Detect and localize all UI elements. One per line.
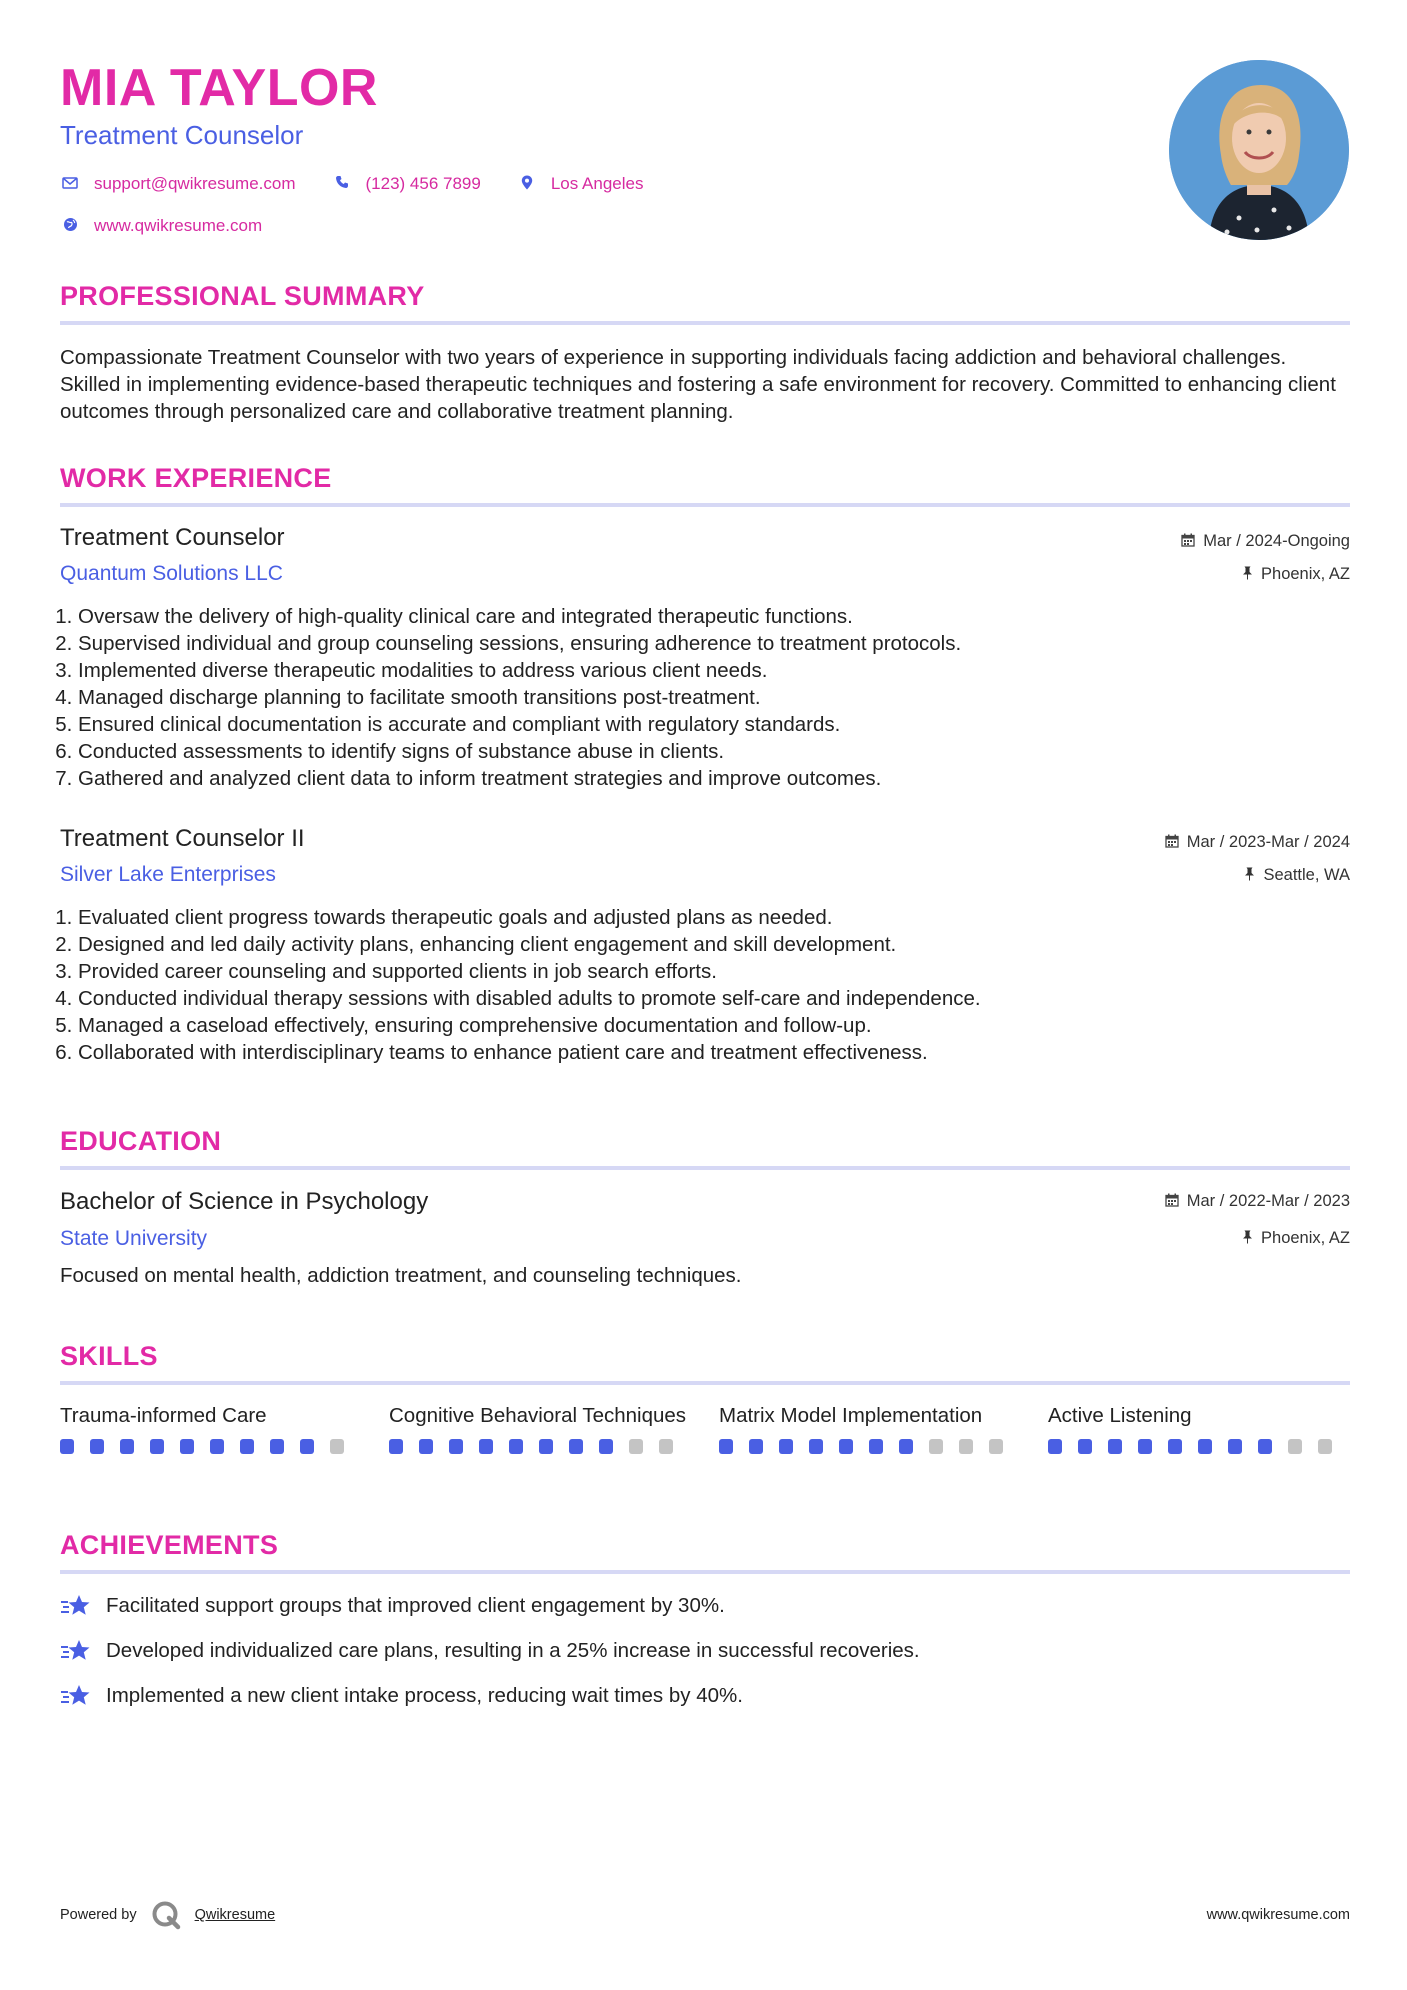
education-location-text: Phoenix, AZ — [1261, 1229, 1350, 1247]
list-item: 3. Implemented diverse therapeutic modalities to address various client needs. — [78, 657, 1358, 684]
achievement-text: Facilitated support groups that improved client engagement by 30%. — [106, 1594, 725, 1617]
skill-dot-filled — [1078, 1439, 1092, 1454]
skill-dot-filled — [719, 1439, 733, 1454]
resume-page — [60, 0, 1350, 1990]
degree-title: Bachelor of Science in Psychology — [60, 1188, 429, 1215]
skill-dot-filled — [839, 1439, 853, 1454]
skill-dot-filled — [1198, 1439, 1212, 1454]
job-title: Treatment Counselor — [60, 524, 285, 551]
email-text: support@qwikresume.com — [94, 174, 296, 193]
skill-dot-empty — [1318, 1439, 1332, 1454]
achievement-item — [60, 1682, 743, 1710]
contact-email[interactable] — [60, 174, 296, 194]
job-location — [1242, 565, 1350, 584]
pushpin-icon — [1242, 1230, 1253, 1248]
calendar-icon — [1165, 834, 1179, 852]
education-heading: EDUCATION — [60, 1126, 222, 1156]
skill-dot-filled — [240, 1439, 254, 1454]
contact-location — [517, 174, 644, 194]
list-item: 4. Conducted individual therapy sessions with disabled adults to promote self-care and independence. — [78, 985, 1358, 1012]
skill-dot-filled — [419, 1439, 433, 1454]
skill-dot-filled — [180, 1439, 194, 1454]
skill-dot-filled — [1258, 1439, 1272, 1454]
skill-name: Cognitive Behavioral Techniques — [389, 1404, 687, 1427]
skill-dot-filled — [809, 1439, 823, 1454]
list-item: 3. Provided career counseling and supported clients in job search efforts. — [78, 958, 1358, 985]
list-item: 1. Oversaw the delivery of high-quality clinical care and integrated therapeutic functions. — [78, 603, 1358, 630]
education-dates — [1165, 1192, 1350, 1211]
qwikresume-link[interactable]: Qwikresume — [194, 1907, 276, 1923]
skill-dot-filled — [60, 1439, 74, 1454]
skill-dot-filled — [449, 1439, 463, 1454]
profile-photo — [1169, 60, 1349, 240]
job-dates — [1165, 833, 1350, 852]
achievements-heading: ACHIEVEMENTS — [60, 1530, 279, 1560]
pushpin-icon — [1242, 566, 1253, 584]
list-item: 4. Managed discharge planning to facilitate smooth transitions post-treatment. — [78, 684, 1358, 711]
job-title: Treatment Counselor II — [60, 825, 305, 852]
phone-icon — [332, 175, 352, 193]
list-item: 5. Ensured clinical documentation is accurate and compliant with regulatory standards. — [78, 711, 1358, 738]
skill-dot-filled — [779, 1439, 793, 1454]
contact-row — [60, 174, 679, 194]
skill-name: Active Listening — [1048, 1404, 1192, 1427]
skill-dot-empty — [330, 1439, 344, 1454]
skill-dot-filled — [599, 1439, 613, 1454]
globe-icon — [60, 217, 80, 236]
star-icon — [60, 1637, 92, 1665]
skill-dot-filled — [300, 1439, 314, 1454]
skill-dot-filled — [1048, 1439, 1062, 1454]
job-bullets — [60, 603, 1358, 792]
achievement-item — [60, 1592, 725, 1620]
map-pin-icon — [517, 175, 537, 194]
job-dates-text: Mar / 2023-Mar / 2024 — [1186, 833, 1350, 851]
skills-heading: SKILLS — [60, 1341, 158, 1371]
powered-by-text: Powered by — [60, 1907, 137, 1923]
location-text: Los Angeles — [550, 174, 644, 193]
pushpin-icon — [1244, 867, 1255, 885]
skill-dot-filled — [899, 1439, 913, 1454]
skill-rating — [719, 1439, 1019, 1454]
job-dates — [1181, 532, 1350, 551]
skill-dot-empty — [959, 1439, 973, 1454]
list-item: 1. Evaluated client progress towards therapeutic goals and adjusted plans as needed. — [78, 904, 1358, 931]
job-location-text: Seattle, WA — [1263, 866, 1350, 884]
education-location — [1242, 1229, 1350, 1248]
candidate-role: Treatment Counselor — [60, 120, 304, 150]
summary-heading: PROFESSIONAL SUMMARY — [60, 281, 425, 311]
skill-dot-filled — [479, 1439, 493, 1454]
achievement-text: Developed individualized care plans, resulting in a 25% increase in successful recoveries. — [106, 1639, 920, 1662]
skill-dot-filled — [509, 1439, 523, 1454]
skill-dot-filled — [869, 1439, 883, 1454]
skill-dot-empty — [659, 1439, 673, 1454]
job-location — [1244, 866, 1350, 885]
skill-dot-filled — [90, 1439, 104, 1454]
footer-powered-by — [60, 1900, 275, 1930]
envelope-icon — [60, 176, 80, 193]
skill-dot-filled — [389, 1439, 403, 1454]
skill-dot-filled — [569, 1439, 583, 1454]
skill-dot-filled — [210, 1439, 224, 1454]
calendar-icon — [1165, 1193, 1179, 1211]
skill-name: Trauma-informed Care — [60, 1404, 267, 1427]
skill-dot-filled — [1138, 1439, 1152, 1454]
achievement-text: Implemented a new client intake process, reducing wait times by 40%. — [106, 1684, 743, 1707]
list-item: 2. Supervised individual and group counseling sessions, ensuring adherence to treatment protocols. — [78, 630, 1358, 657]
star-icon — [60, 1682, 92, 1710]
job-location-text: Phoenix, AZ — [1261, 565, 1350, 583]
skill-dot-empty — [1288, 1439, 1302, 1454]
education-divider — [60, 1166, 1350, 1170]
qwikresume-logo — [151, 1900, 181, 1930]
contact-row-2 — [60, 216, 298, 236]
list-item: 2. Designed and led daily activity plans, enhancing client engagement and skill development. — [78, 931, 1358, 958]
skill-dot-empty — [989, 1439, 1003, 1454]
experience-divider — [60, 503, 1350, 507]
skill-rating — [1048, 1439, 1348, 1454]
school-name: State University — [60, 1227, 208, 1250]
skill-dot-filled — [749, 1439, 763, 1454]
skill-dot-empty — [929, 1439, 943, 1454]
achievement-item — [60, 1637, 920, 1665]
skill-dot-filled — [270, 1439, 284, 1454]
contact-website[interactable] — [60, 216, 262, 236]
list-item: 5. Managed a caseload effectively, ensuring comprehensive documentation and follow-up. — [78, 1012, 1358, 1039]
job-company: Quantum Solutions LLC — [60, 562, 283, 585]
skill-name: Matrix Model Implementation — [719, 1404, 983, 1427]
skill-dot-filled — [1108, 1439, 1122, 1454]
skill-dot-filled — [150, 1439, 164, 1454]
calendar-icon — [1181, 533, 1195, 551]
education-dates-text: Mar / 2022-Mar / 2023 — [1186, 1192, 1350, 1210]
list-item: 6. Conducted assessments to identify signs of substance abuse in clients. — [78, 738, 1358, 765]
list-item: 6. Collaborated with interdisciplinary teams to enhance patient care and treatment effectiveness. — [78, 1039, 1358, 1066]
footer-website[interactable]: www.qwikresume.com — [1206, 1907, 1350, 1923]
job-company: Silver Lake Enterprises — [60, 863, 276, 886]
skill-dot-filled — [120, 1439, 134, 1454]
achievements-divider — [60, 1570, 1350, 1574]
skill-item — [389, 1402, 689, 1454]
skill-item — [1048, 1402, 1348, 1454]
summary-divider — [60, 321, 1350, 325]
summary-text: Compassionate Treatment Counselor with two years of experience in supporting individuals facing addiction and behavioral challenges. Skilled in implementing evidence-based therapeutic techniques and fostering a safe environment for recovery. Committed to enhancing client outcomes through personalized care and collaborative treatment planning. — [60, 346, 1336, 423]
skill-dot-empty — [629, 1439, 643, 1454]
website-text: www.qwikresume.com — [94, 216, 263, 235]
phone-text: (123) 456 7899 — [365, 174, 481, 193]
experience-heading: WORK EXPERIENCE — [60, 463, 332, 493]
skill-rating — [60, 1439, 360, 1454]
contact-phone[interactable] — [332, 174, 481, 194]
skill-dot-filled — [539, 1439, 553, 1454]
skill-item — [60, 1402, 360, 1454]
skill-rating — [389, 1439, 689, 1454]
skills-divider — [60, 1381, 1350, 1385]
job-bullets — [60, 904, 1358, 1066]
star-icon — [60, 1592, 92, 1620]
education-description: Focused on mental health, addiction treatment, and counseling techniques. — [60, 1264, 742, 1287]
candidate-name: MIA TAYLOR — [60, 59, 378, 117]
list-item: 7. Gathered and analyzed client data to inform treatment strategies and improve outcomes. — [78, 765, 1358, 792]
skill-dot-filled — [1168, 1439, 1182, 1454]
job-dates-text: Mar / 2024-Ongoing — [1203, 532, 1350, 550]
skill-dot-filled — [1228, 1439, 1242, 1454]
skill-item — [719, 1402, 1019, 1454]
